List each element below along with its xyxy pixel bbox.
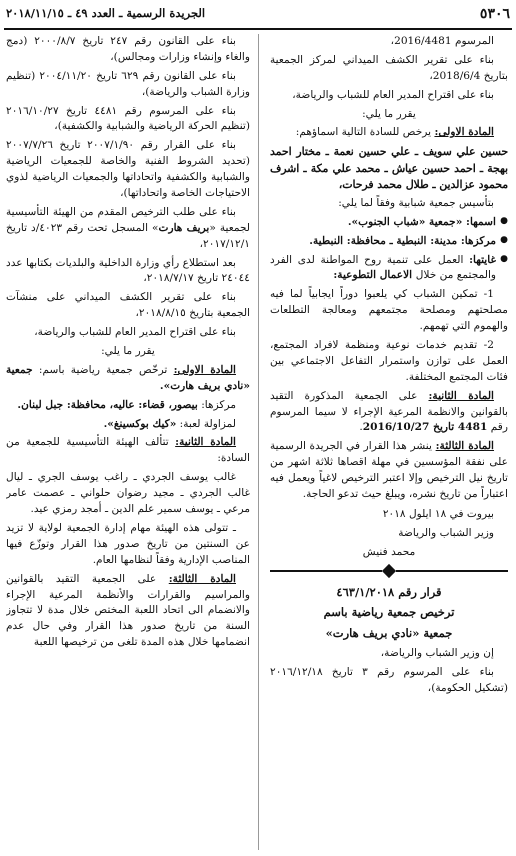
article-text: ترخّص جمعية رياضية باسم: (32, 363, 174, 376)
paragraph: المرسوم 2016/4481، (390, 35, 494, 47)
article-label: المادة الثالثة: (435, 440, 495, 453)
goal-item-1: 1- تمكين الشباب كي يلعبوا دوراً ايجابياً لما فيه مصلحتهم ومصلحة مجتمعهم ومعالجة التطلعات والهموم التي تهمهم. (270, 288, 508, 333)
paragraph: بناء على القانون رقم ٢٤٧ تاريخ ٢٠٠٠/٨/٧ (دمج والغاء وإنشاء وزارات ومجالس)، (6, 35, 250, 63)
goal-item-2: 2- تقديم خدمات نوعية ومنظمة لافراد المجتمع، العمل على توازن واستمرار التفاعل الاجتماعي بين فئات المجتمع المختلفة. (270, 339, 508, 383)
paragraph: بناء على المرسوم رقم ٣ تاريخ ٢٠١٦/١٢/١٨ (تشكيل الحكومة)، (270, 665, 508, 694)
signature-name: محمد فنيش (362, 545, 416, 558)
page-number: ٥٣٠٦ (479, 5, 510, 22)
text: مركزها: (197, 398, 236, 411)
bullet-label: غايتها: (469, 253, 496, 266)
right-column (270, 34, 508, 852)
paragraph: بناء على تقرير الكشف الميداني لمركز الجمعية بتاريخ 2018/6/4، (270, 53, 508, 82)
article-label: المادة الاولى: (173, 363, 236, 376)
club-name: بريف هارت (158, 221, 210, 234)
article-label: المادة الثانية: (175, 436, 237, 449)
text: لمزاولة لعبة: (176, 417, 236, 430)
article-1 (270, 125, 508, 141)
bullet-text-bold: الاعمال التطوعية: (333, 269, 416, 282)
club-sport (6, 417, 250, 433)
article-text: يرخص للسادة التالية اسماؤهم: (295, 126, 435, 139)
bullet-goal (270, 253, 508, 285)
paragraph: بناء على اقتراح المدير العام للشباب والرياضة، (34, 326, 236, 339)
paragraph: بتأسيس جمعية شبابية وفقاً لما يلي: (338, 196, 494, 209)
paragraph: إن وزير الشباب والرياضة، (380, 647, 494, 660)
page-header (6, 4, 510, 24)
bullet-text: العمل على تنمية روح المواطنة لدى الفرد والمجتمع من خلال (270, 253, 496, 282)
article-3 (270, 439, 508, 503)
article-label: المادة الثالثة: (168, 572, 236, 585)
bullet-label: مركزها: (460, 234, 496, 247)
article-1 (6, 363, 250, 395)
gazette-header-title: الجريدة الرسمية ـ العدد ٤٩ ـ ٢٠١٨/١١/١٥ (6, 6, 206, 21)
paragraph: بناء على القرار رقم ٢٠٠٧/١/٩٠ تاريخ ٢٠٠٧/٧/٢٦ (تحديد الشروط الفنية والخاصة للجمعيات الرياضية والشبابية والكشفية واتحاداتها والجمعيات الرياضية لذوي الاحتياجات الخاصة واتحاداتها)، (6, 139, 250, 200)
article-text: على الجمعية المذكورة التقيد بالقوانين والانظمة المرعية الإجراء لا سيما المرسوم رقم (270, 389, 508, 434)
paragraph: بناء على القانون رقم ٦٢٩ تاريخ ٢٠٠٤/١١/٢٠ (تنظيم وزارة الشباب والرياضة)، (6, 69, 250, 98)
paragraph: بناء على المرسوم رقم ٤٤٨١ تاريخ ٢٠١٦/١٠/٢٧ (تنظيم الحركة الرياضية والشبابية والكشفية)، (6, 104, 250, 133)
decides-heading: يقرر ما يلي: (101, 345, 155, 358)
bullet-text: «جمعية «شباب الجنوب». (347, 215, 467, 228)
paragraph: ـ تتولى هذه الهيئة مهام إدارة الجمعية لولاية لا تزيد عن السنتين من تاريخ صدور هذا القرار وتوزّع فيها المناصب الإدارية وفقاً لنظامها العام. (6, 521, 250, 566)
club-hq (6, 398, 250, 414)
paragraph (6, 205, 250, 253)
paragraph: بعد استطلاع رأي وزارة الداخلية والبلديات بكتابها عدد ٢٤٠٤٤ تاريخ ٢٠١٨/٧/١٧، (6, 256, 250, 285)
article-text: ينشر هذا القرار في الجريدة الرسمية على نفقة المؤسسين في مهلة اقصاها ثلاثة اشهر من تاريخ نيل الترخيص وإلا اعتبر الترخيص لاغياً ويعمل فيه اعتباراً من تاريخ نشره، ويبلغ حيث تدعو الحاجة. (270, 440, 508, 501)
decides-heading: يقرر ما يلي: (362, 107, 416, 120)
signature-role: وزير الشباب والرياضة (398, 526, 494, 539)
bullet-label: اسمها: (466, 215, 496, 228)
club-name: جمعية «نادي بريف هارت». (6, 363, 250, 392)
article-text: تتألف الهيئة التأسيسية للجمعية من السادة: (6, 436, 250, 465)
left-column (6, 34, 250, 852)
article-2 (270, 389, 508, 437)
article-3 (6, 572, 250, 651)
article-text: على الجمعية التقيد بالقوانين والمراسيم والقرارات والأنظمة المرعية الإجراء والانضمام الى اتحاد اللعبة المختص خلال مدة لا تتجاوز السنة من تاريخ صدور هذا القرار وفي حال عدم انضمامها خلال هذه المدة تلغى من ترخيصها اللعبة (6, 572, 250, 649)
article-2 (6, 435, 250, 467)
article-label: المادة الاولى: (434, 126, 494, 139)
decision-subtitle: جمعية «نادي بريف هارت» (325, 626, 453, 641)
decision-subtitle: ترخيص جمعية رياضية باسم (323, 605, 455, 620)
bullet-text: مدينة: النبطية ـ محافظة: النبطية. (309, 234, 461, 247)
header-rule (4, 28, 512, 30)
article-label: المادة الثانية: (428, 389, 494, 402)
bullet-hq (270, 234, 508, 250)
decision-title: قرار رقم ٤٦٣/١/٢٠١٨ (336, 584, 442, 599)
paragraph: بناء على تقرير الكشف الميداني على منشآت الجمعية بتاريخ ٢٠١٨/٨/١٥، (6, 291, 250, 320)
column-divider (258, 34, 259, 850)
signature-place-date: بيروت في ١٨ ايلول ٢٠١٨ (382, 507, 494, 520)
bullet-name (270, 215, 508, 231)
decree-ref: 4481 تاريخ 2016/10/27 (362, 421, 488, 434)
text: » المسجل تحت رقم ٤٠٢٣/د تاريخ ٢٠١٧/١٢/١، (6, 221, 250, 250)
hq-location: بيصور، قضاء: عاليه، محافظة: جبل لبنان. (17, 398, 198, 411)
text: بناء على طلب الترخيص المقدم من الهيئة التأسيسية لجمعية « (6, 205, 250, 234)
punctuation: . (359, 421, 363, 434)
ornament-divider (270, 566, 508, 576)
paragraph: بناء على اقتراح المدير العام للشباب والرياضة، (292, 88, 494, 101)
sport-name: «كيك بوكسينغ». (103, 417, 177, 430)
members-list: غالب يوسف الجردي ـ راغب يوسف الجري ـ ليال غالب الجردي ـ مجيد رضوان حلواني ـ عصمت عامر مرعي ـ يوسف سمير علم الدين ـ أمجد رمزي عيد. (6, 471, 250, 516)
founders-list: حسين علي سويف ـ علي حسين نعمة ـ مختار احمد بهجة ـ احمد حسين عياش ـ محمد علي مكة ـ اشرف محمود عزالدين ـ طلال محمد فرحات، (270, 145, 508, 191)
